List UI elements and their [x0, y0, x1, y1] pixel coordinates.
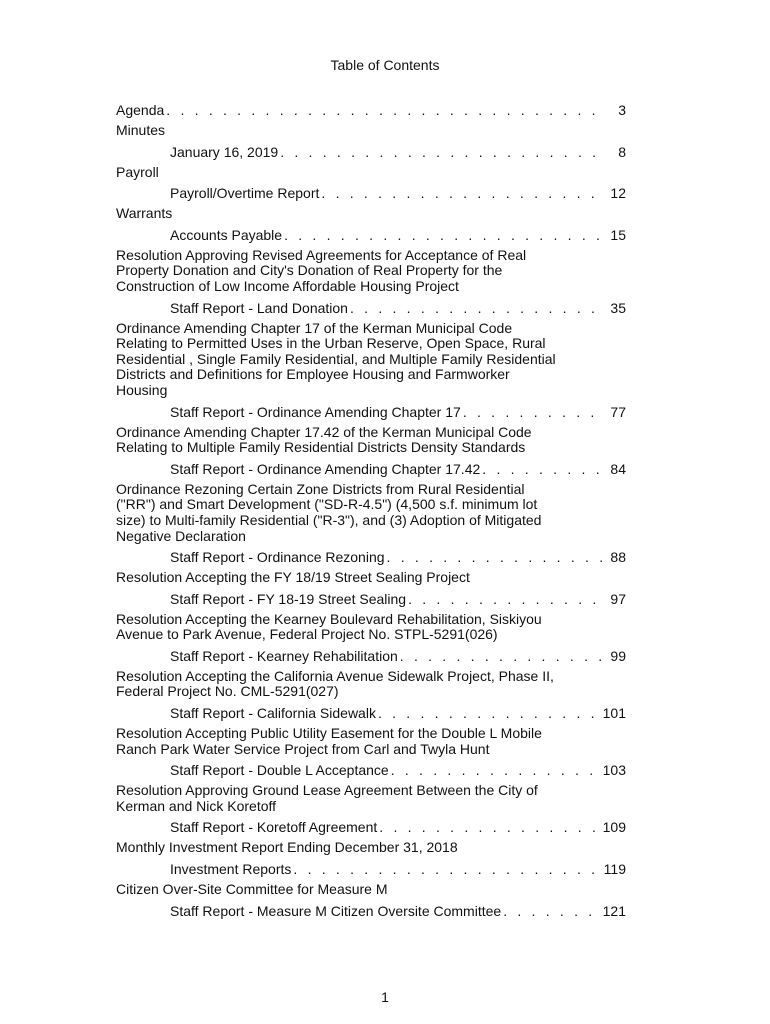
toc-section-heading: Resolution Accepting Public Utility Easement for the Double L Mobile Ranch Park Water Service Project from Carl and Twyla Hunt [116, 725, 542, 757]
toc-entry-label: Payroll/Overtime Report [170, 185, 320, 202]
dot-leader [463, 403, 602, 421]
dot-leader [408, 590, 602, 608]
toc-entry[interactable] [116, 761, 626, 779]
dot-leader [378, 704, 601, 722]
toc-entry-page-number: 99 [610, 647, 626, 664]
toc-entry[interactable] [116, 299, 626, 317]
toc-entry[interactable] [116, 704, 626, 722]
toc-entry-label: Staff Report - Ordinance Amending Chapter 17.42 [170, 460, 481, 477]
toc-entry-page-number: 101 [602, 705, 626, 722]
toc-entry-page-number: 119 [603, 861, 626, 878]
toc-entry[interactable] [116, 460, 626, 478]
toc-entry-label: Staff Report - Ordinance Amending Chapter 17 [170, 403, 461, 420]
dot-leader [293, 860, 601, 878]
toc-section-heading: Ordinance Amending Chapter 17.42 of the Kerman Municipal Code Relating to Multiple Family Residential Districts Density Standards [116, 423, 532, 456]
toc-entry[interactable] [116, 226, 626, 244]
dot-leader [387, 548, 602, 566]
toc-section-heading: Resolution Accepting the FY 18/19 Street Sealing Project [116, 569, 470, 586]
toc-section-heading: Minutes [116, 122, 166, 138]
toc-entry-label: Staff Report - Kearney Rehabilitation [170, 647, 398, 664]
toc-entry[interactable] [116, 548, 626, 566]
toc-entry-label: Agenda [116, 102, 165, 118]
page-number: 1 [381, 989, 389, 1005]
toc-entry-page-number: 3 [618, 102, 626, 118]
toc-section-heading: Monthly Investment Report Ending December 31, 2018 [116, 839, 458, 856]
toc-section-heading: Ordinance Rezoning Certain Zone Districts from Rural Residential ("RR") and Smart Development ("SD-R-4.5") (4,500 s.f. minimum lot size) to Multi-family Residential ("R-3"), and (3) Adoption of Mitigated Negative Declaration [116, 480, 542, 544]
toc-entry-page-number: 15 [610, 226, 626, 243]
dot-leader [350, 299, 602, 317]
toc-entry[interactable] [116, 101, 626, 119]
toc-entry-page-number: 103 [602, 762, 626, 779]
toc-entry-page-number: 109 [602, 819, 626, 836]
toc-entry[interactable] [116, 860, 626, 878]
dot-leader [482, 460, 602, 478]
toc-entry[interactable] [116, 647, 626, 665]
toc-entry-page-number: 77 [610, 403, 626, 420]
toc-entry-page-number: 12 [610, 185, 626, 202]
toc-entry[interactable] [116, 902, 626, 920]
dot-leader [284, 226, 602, 244]
toc-entry[interactable] [116, 184, 626, 202]
toc-section-heading: Resolution Accepting the California Avenue Sidewalk Project, Phase II, Federal Project No. CML-5291(027) [116, 667, 554, 700]
toc-entry-page-number: 8 [618, 143, 626, 160]
toc-entry-page-number: 84 [610, 460, 626, 477]
toc-entry-label: Staff Report - Land Donation [170, 299, 348, 316]
dot-leader [280, 143, 602, 161]
toc-entry-label: January 16, 2019 [170, 143, 279, 160]
table-of-contents [116, 97, 626, 920]
toc-entry-label: Staff Report - Ordinance Rezoning [170, 549, 385, 566]
toc-entry-label: Staff Report - California Sidewalk [170, 705, 376, 722]
toc-section-heading: Payroll [116, 163, 159, 180]
toc-entry-label: Staff Report - Measure M Citizen Oversite Committee [170, 902, 502, 919]
toc-entry-label: Staff Report - Double L Acceptance [170, 762, 389, 779]
toc-entry-page-number: 97 [610, 590, 626, 607]
toc-section-heading: Resolution Approving Revised Agreements for Acceptance of Real Property Donation and City's Donation of Real Property for the Construction of Low Income Affordable Housing Project [116, 246, 527, 294]
dot-leader [321, 184, 602, 202]
toc-section-heading: Ordinance Amending Chapter 17 of the Kerman Municipal Code Relating to Permitted Uses in the Urban Reserve, Open Space, Rural Residential , Single Family Residential, and Multiple Family Residential Districts and Definitions for Employee Housing and Farmworker Housing [116, 319, 556, 398]
page-title: Table of Contents [330, 57, 440, 73]
toc-entry-label: Accounts Payable [170, 226, 283, 243]
toc-section-heading: Resolution Accepting the Kearney Boulevard Rehabilitation, Siskiyou Avenue to Park Avenue, Federal Project No. STPL-5291(026) [116, 610, 542, 643]
toc-section-heading: Warrants [116, 205, 173, 222]
toc-section-heading: Resolution Approving Ground Lease Agreement Between the City of Kerman and Nick Koretoff [116, 782, 538, 814]
dot-leader [166, 101, 602, 119]
dot-leader [379, 818, 600, 836]
toc-section-heading: Citizen Over-Site Committee for Measure M [116, 881, 388, 898]
toc-entry-label: Investment Reports [170, 861, 292, 878]
toc-entry-page-number: 121 [602, 902, 626, 919]
toc-entry[interactable] [116, 818, 626, 836]
toc-entry[interactable] [116, 143, 626, 161]
toc-entry-page-number: 88 [610, 549, 626, 566]
toc-entry[interactable] [116, 403, 626, 421]
toc-entry-label: Staff Report - Koretoff Agreement [170, 819, 378, 836]
toc-entry-label: Staff Report - FY 18-19 Street Sealing [170, 590, 407, 607]
toc-entry[interactable] [116, 590, 626, 608]
dot-leader [503, 902, 600, 920]
dot-leader [391, 761, 601, 779]
dot-leader [400, 647, 602, 665]
toc-entry-page-number: 35 [610, 299, 626, 316]
